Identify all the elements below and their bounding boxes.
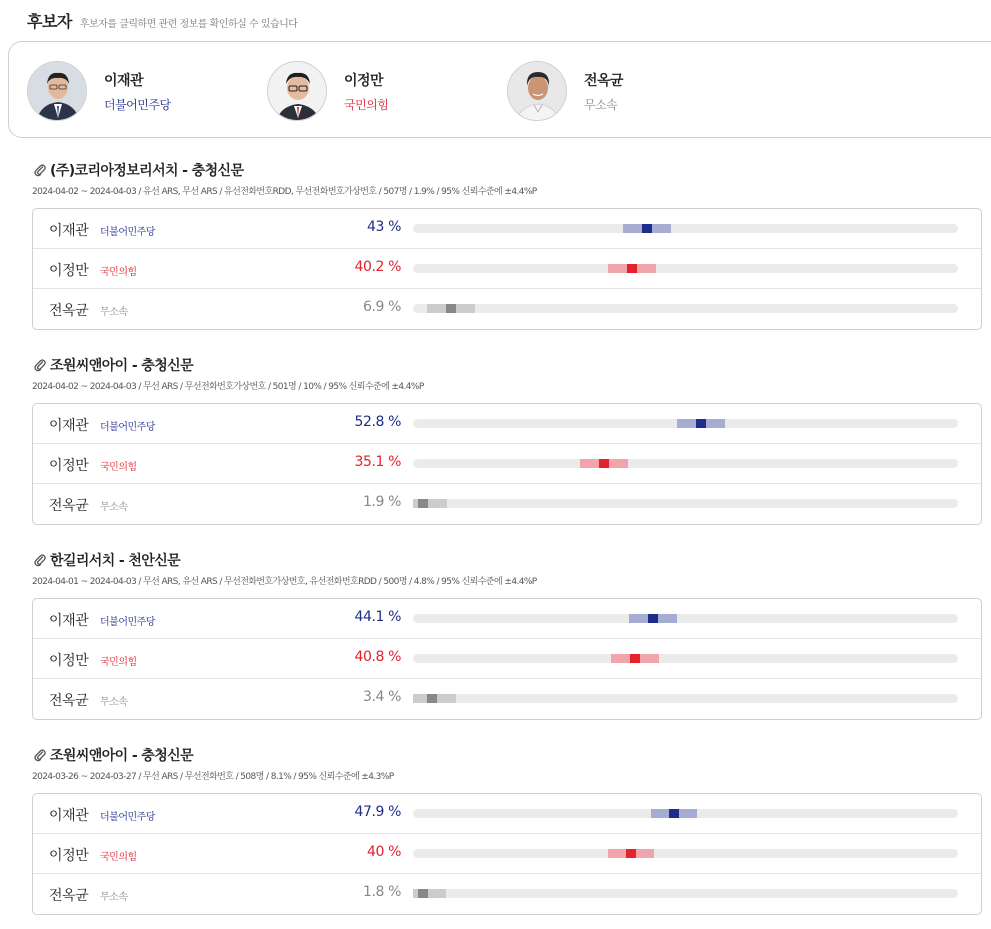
paperclip-icon [33, 748, 47, 762]
result-candidate-name: 이정만 [49, 653, 89, 669]
result-row [33, 794, 981, 834]
result-candidate-name: 이정만 [49, 848, 89, 864]
poll-title[interactable] [33, 550, 180, 570]
candidate-photo-icon [27, 61, 87, 121]
result-point-marker [446, 304, 456, 313]
result-party: 국민의힘 [100, 657, 137, 668]
section-title: 후보자 [27, 12, 72, 31]
result-bar-track [413, 419, 958, 428]
result-bar-track [413, 264, 958, 273]
result-point-marker [696, 419, 706, 428]
result-point-marker [627, 264, 637, 273]
result-party: 무소속 [100, 697, 128, 708]
poll-result-box [32, 598, 982, 720]
result-point-marker [642, 224, 652, 233]
poll-title[interactable] [33, 745, 193, 765]
result-candidate-name: 전옥균 [49, 303, 89, 319]
result-row [33, 599, 981, 639]
candidate-party: 국민의힘 [344, 97, 389, 112]
result-bar-track [413, 809, 958, 818]
poll-meta: 2024-04-02 ~ 2024-04-03 / 유선 ARS, 무선 ARS / 유선전화번호RDD, 무선전화번호가상번호 / 507명 / 1.9% / 95% 신뢰수준에 ±4.4%P [32, 187, 537, 197]
result-point-marker [418, 499, 428, 508]
poll-title[interactable] [33, 160, 243, 180]
result-row [33, 834, 981, 874]
poll-result-box [32, 403, 982, 525]
poll-meta: 2024-03-26 ~ 2024-03-27 / 무선 ARS / 무선전화번호 / 508명 / 8.1% / 95% 신뢰수준에 ±4.3%P [32, 772, 394, 782]
result-bar-track [413, 694, 958, 703]
result-party: 더불어민주당 [100, 617, 155, 628]
result-party: 국민의힘 [100, 267, 137, 278]
poll-title-text: 조원씨앤아이 - 충청신문 [50, 748, 193, 764]
result-bar-track [413, 614, 958, 623]
result-bar-track [413, 304, 958, 313]
result-value: 43 % [367, 219, 401, 235]
result-party: 무소속 [100, 307, 128, 318]
poll-meta: 2024-04-01 ~ 2024-04-03 / 무선 ARS, 유선 ARS / 무선전화번호가상번호, 유선전화번호RDD / 500명 / 4.8% / 95% 신뢰수준에 ±4.4%P [32, 577, 537, 587]
result-party: 국민의힘 [100, 462, 137, 473]
result-row [33, 444, 981, 484]
result-bar-track [413, 889, 958, 898]
result-value: 40 % [367, 844, 401, 860]
result-value: 40.8 % [354, 649, 401, 665]
result-bar-track [413, 224, 958, 233]
result-value: 40.2 % [354, 259, 401, 275]
result-candidate-name: 이정만 [49, 263, 89, 279]
result-point-marker [626, 849, 636, 858]
result-candidate-name: 이정만 [49, 458, 89, 474]
result-value: 1.9 % [362, 494, 401, 510]
candidate-photo-icon [507, 61, 567, 121]
candidate-item-3[interactable] [507, 60, 623, 122]
result-value: 3.4 % [362, 689, 401, 705]
paperclip-icon [33, 163, 47, 177]
poll-result-box [32, 208, 982, 330]
result-party: 무소속 [100, 892, 128, 903]
result-party: 무소속 [100, 502, 128, 513]
candidate-name: 이정만 [344, 72, 384, 89]
result-party: 더불어민주당 [100, 812, 155, 823]
result-candidate-name: 이재관 [49, 613, 89, 629]
result-value: 52.8 % [354, 414, 401, 430]
result-row [33, 289, 981, 329]
result-row [33, 639, 981, 679]
poll-result-box [32, 793, 982, 915]
result-row [33, 249, 981, 289]
result-candidate-name: 전옥균 [49, 888, 89, 904]
poll-title-text: 한길리서치 - 천안신문 [50, 553, 181, 569]
result-value: 35.1 % [354, 454, 401, 470]
section-description: 후보자를 클릭하면 관련 정보를 확인하실 수 있습니다 [79, 19, 298, 30]
paperclip-icon [33, 553, 47, 567]
candidate-name: 이재관 [104, 72, 144, 89]
poll-meta: 2024-04-02 ~ 2024-04-03 / 무선 ARS / 무선전화번호가상번호 / 501명 / 10% / 95% 신뢰수준에 ±4.4%P [32, 382, 424, 392]
result-point-marker [669, 809, 679, 818]
result-row [33, 404, 981, 444]
poll-title-text: 조원씨앤아이 - 충청신문 [50, 358, 193, 374]
candidate-item-1[interactable] [27, 60, 171, 122]
result-bar-track [413, 499, 958, 508]
candidate-item-2[interactable] [267, 60, 388, 122]
result-value: 47.9 % [354, 804, 401, 820]
candidate-party: 무소속 [584, 97, 618, 112]
poll-title[interactable] [33, 355, 193, 375]
result-candidate-name: 전옥균 [49, 498, 89, 514]
candidate-photo-icon [267, 61, 327, 121]
candidate-party: 더불어민주당 [104, 97, 171, 112]
result-point-marker [599, 459, 609, 468]
result-point-marker [648, 614, 658, 623]
result-row [33, 679, 981, 719]
result-candidate-name: 이재관 [49, 223, 89, 239]
result-point-marker [630, 654, 640, 663]
result-candidate-name: 이재관 [49, 418, 89, 434]
result-party: 더불어민주당 [100, 422, 155, 433]
result-party: 국민의힘 [100, 852, 137, 863]
candidate-name: 전옥균 [584, 72, 624, 89]
result-row [33, 874, 981, 914]
result-value: 1.8 % [362, 884, 401, 900]
result-value: 44.1 % [354, 609, 401, 625]
result-row [33, 484, 981, 524]
poll-title-text: (주)코리아정보리서치 - 충청신문 [50, 163, 244, 179]
result-point-marker [418, 889, 428, 898]
result-candidate-name: 전옥균 [49, 693, 89, 709]
result-bar-track [413, 459, 958, 468]
result-value: 6.9 % [362, 299, 401, 315]
result-bar-track [413, 849, 958, 858]
result-point-marker [427, 694, 437, 703]
result-bar-track [413, 654, 958, 663]
result-party: 더불어민주당 [100, 227, 155, 238]
paperclip-icon [33, 358, 47, 372]
candidate-card [8, 41, 991, 138]
section-header [27, 9, 297, 31]
result-candidate-name: 이재관 [49, 808, 89, 824]
result-row [33, 209, 981, 249]
